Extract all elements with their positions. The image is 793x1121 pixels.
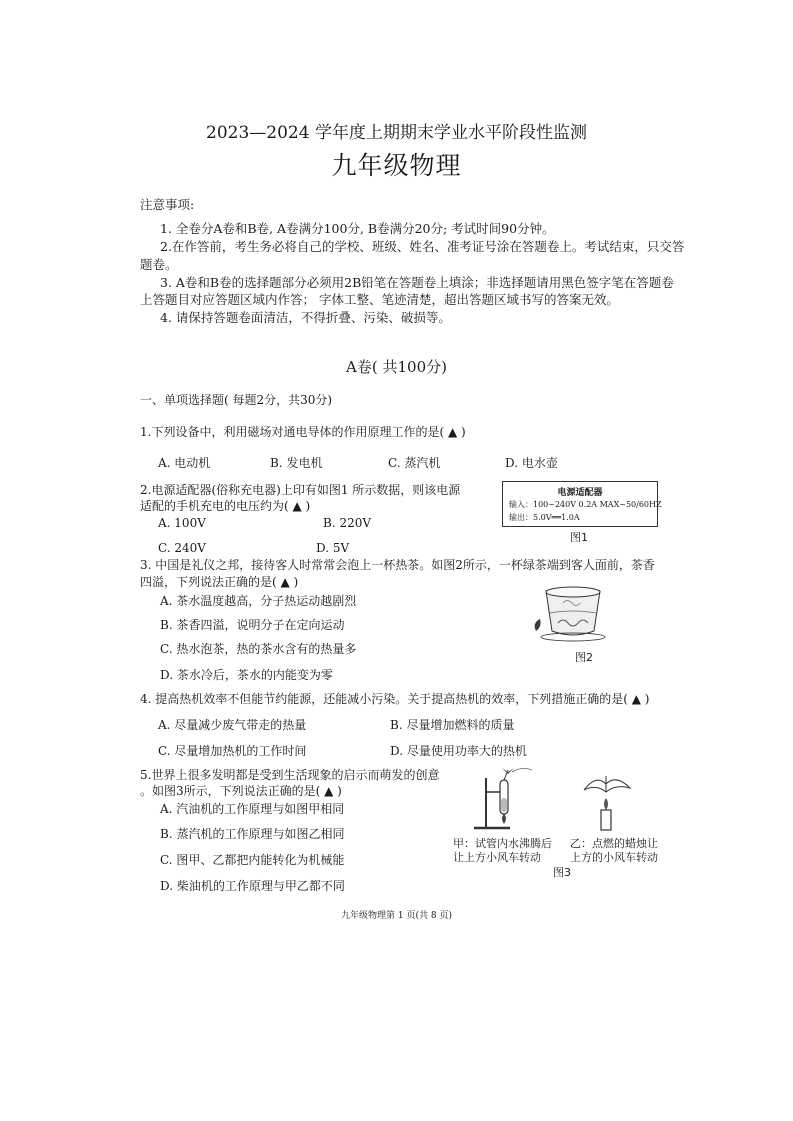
question-2-stem: 2.电源适配器(俗称充电器)上印有如图1 所示数据，则该电源 [140,483,461,497]
part-heading: 一、单项选择题( 每题2分，共30分) [140,393,333,407]
figure-2-tea-cup-illustration [528,583,618,645]
question-3-stem: 3. 中国是礼仪之邦，接待客人时常常会泡上一杯热茶。如图2所示，一杯绿茶端到客人面前，茶香 [140,558,655,572]
notes-heading: 注意事项: [140,197,195,212]
question-2-option-d: D. 5V [316,541,350,555]
question-2-stem: 适配的手机充电的电压约为( ▲ ) [140,499,311,513]
figure-3-caption: 图3 [553,866,571,879]
question-4-option-b: B. 尽量增加燃料的质量 [390,718,515,732]
question-4-option-d: D. 尽量使用功率大的热机 [390,744,527,758]
figure-3-right-label: 上方的小风车转动 [570,851,658,864]
question-1-option-d: D. 电水壶 [505,456,558,470]
figure-3-left-label: 甲：试管内水沸腾后 [453,837,552,850]
note-item: 4. 请保持答题卷面清洁，不得折叠、污染、破损等。 [160,310,451,325]
question-1-option-a: A. 电动机 [158,456,211,470]
section-title: A卷( 共100分) [346,358,447,376]
question-5-stem: 5.世界上很多发明都是受到生活现象的启示而萌发的创意 [140,768,440,782]
question-5-stem: 。如图3所示，下列说法正确的是( ▲ ) [140,784,342,798]
exam-title: 2023—2024 学年度上期期末学业水平阶段性监测 [206,123,587,143]
figure-1-caption: 图1 [570,531,588,544]
question-3-option-d: D. 茶水冷后，茶水的内能变为零 [160,668,333,682]
figure-1-heading: 电源适配器 [557,488,603,498]
question-5-option-a: A. 汽油机的工作原理与如图甲相同 [160,802,345,816]
question-4-stem: 4. 提高热机效率不但能节约能源，还能减小污染。关于提高热机的效率，下列措施正确的是( ▲ ) [140,692,650,706]
question-3-option-c: C. 热水泡茶，热的茶水含有的热量多 [160,642,357,656]
note-item: 1. 全卷分A卷和B卷, A卷满分100分, B卷满分20分; 考试时间90分钟。 [160,221,555,236]
figure-3-left-label: 让上方小风车转动 [453,851,541,864]
exam-subject: 九年级物理 [331,151,462,180]
question-2-option-c: C. 240V [158,541,206,555]
question-4-option-a: A. 尽量减少废气带走的热量 [158,718,307,732]
question-3-option-a: A. 茶水温度越高，分子热运动越剧烈 [160,594,357,608]
question-2-option-b: B. 220V [323,516,372,530]
question-1-stem: 1.下列设备中，利用磁场对通电导体的作用原理工作的是( ▲ ) [140,425,466,439]
figure-1-output-spec: 输出：5.0V══1.0A [509,513,580,522]
figure-3-test-tube-illustration [468,766,538,834]
question-1-option-c: C. 蒸汽机 [388,456,441,470]
question-1-option-b: B. 发电机 [270,456,323,470]
question-3-option-b: B. 茶香四溢，说明分子在定向运动 [160,618,345,632]
figure-2-caption: 图2 [575,651,593,664]
figure-3-candle-illustration [574,770,638,832]
question-4-option-c: C. 尽量增加热机的工作时间 [158,744,307,758]
figure-3-right-label: 乙：点燃的蜡烛让 [570,837,658,850]
note-item: 2.在作答前，考生务必将自己的学校、班级、姓名、准考证号涂在答题卷上。考试结束，只交答 [160,239,685,254]
question-3-stem: 四溢，下列说法正确的是( ▲ ) [140,575,299,589]
question-5-option-d: D. 柴油机的工作原理与甲乙都不同 [160,879,345,893]
figure-1-input-spec: 输入：100~240V 0.2A MAX~50/60HZ [509,500,662,509]
figure-1-label-plate [502,481,662,527]
note-item: 题卷。 [140,257,178,272]
question-5-option-b: B. 蒸汽机的工作原理与如图乙相同 [160,827,345,841]
note-item: 上答题目对应答题区域内作答； 字体工整、笔迹清楚，超出答题区域书写的答案无效。 [140,292,619,307]
note-item: 3. A卷和B卷的选择题部分必须用2B铅笔在答题卷上填涂；非选择题请用黑色签字笔在答题卷 [160,275,674,290]
question-5-option-c: C. 图甲、乙都把内能转化为机械能 [160,853,345,867]
page-footer: 九年级物理第 1 页(共 8 页) [341,911,452,921]
question-2-option-a: A. 100V [158,516,206,530]
